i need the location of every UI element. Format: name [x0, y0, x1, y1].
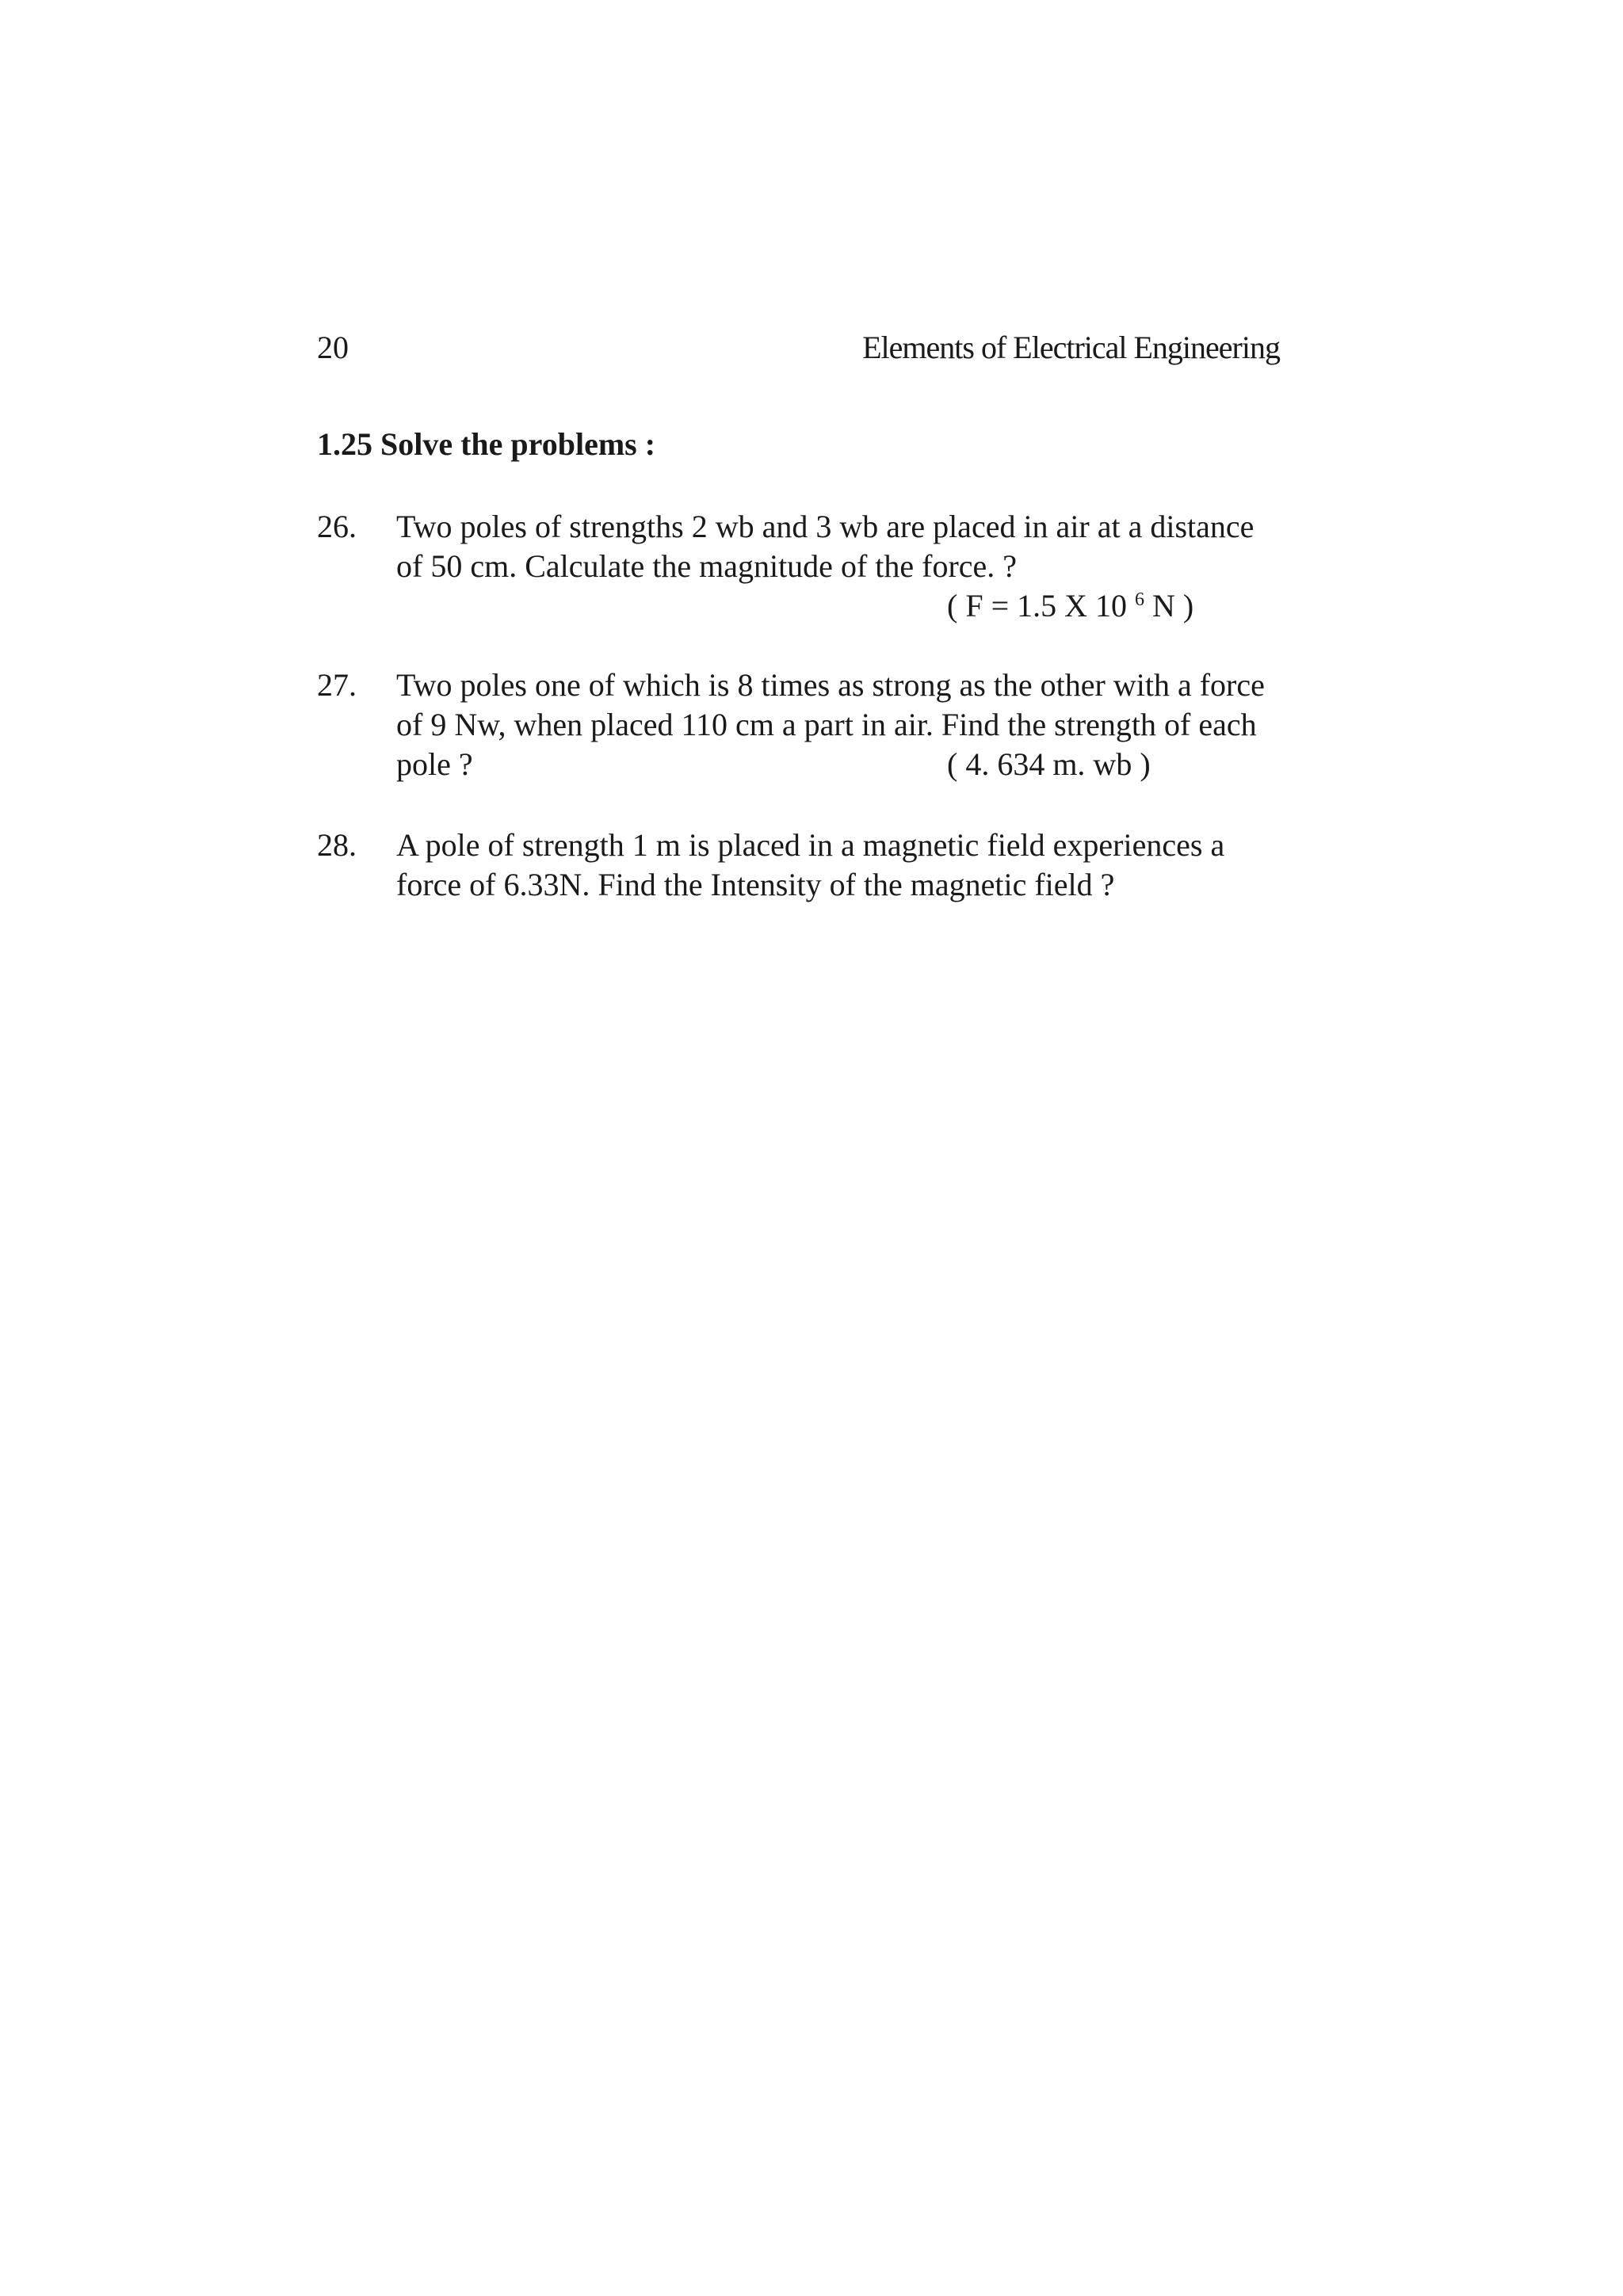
problem-answer: ( 4. 634 m. wb ) [947, 746, 1151, 782]
problem-body [396, 666, 1300, 784]
problem-number: 27. [317, 667, 357, 703]
section-heading: 1.25 Solve the problems : [317, 426, 656, 462]
page-number: 20 [317, 330, 349, 365]
problem-text-line: Two poles one of which is 8 times as strong as the other with a force [396, 667, 1265, 703]
problem-text-line: pole ? [396, 746, 473, 782]
problem-26 [317, 507, 1300, 626]
problem-text-line: of 9 Nw, when placed 110 cm a part in air. Find the strength of each [396, 707, 1257, 742]
problem-text-line: force of 6.33N. Find the Intensity of the magnetic field ? [396, 867, 1115, 902]
problem-text-line: Two poles of strengths 2 wb and 3 wb are placed in air at a distance [396, 509, 1254, 544]
answer-exponent: 6 [1135, 589, 1145, 610]
problem-number: 26. [317, 509, 357, 544]
problem-28 [317, 826, 1300, 905]
problem-body [396, 826, 1300, 905]
problem-27 [317, 666, 1300, 784]
problem-text-line: of 50 cm. Calculate the magnitude of the force. ? [396, 548, 1018, 584]
problem-body [396, 507, 1300, 626]
problem-text-line: A pole of strength 1 m is placed in a magnetic field experiences a [396, 827, 1225, 863]
problem-answer: ( F = 1.5 X 10 $^6$ N ) [947, 588, 1194, 624]
running-title: Elements of Electrical Engineering [862, 330, 1280, 365]
problem-number: 28. [317, 827, 357, 863]
page-header [317, 329, 1280, 376]
